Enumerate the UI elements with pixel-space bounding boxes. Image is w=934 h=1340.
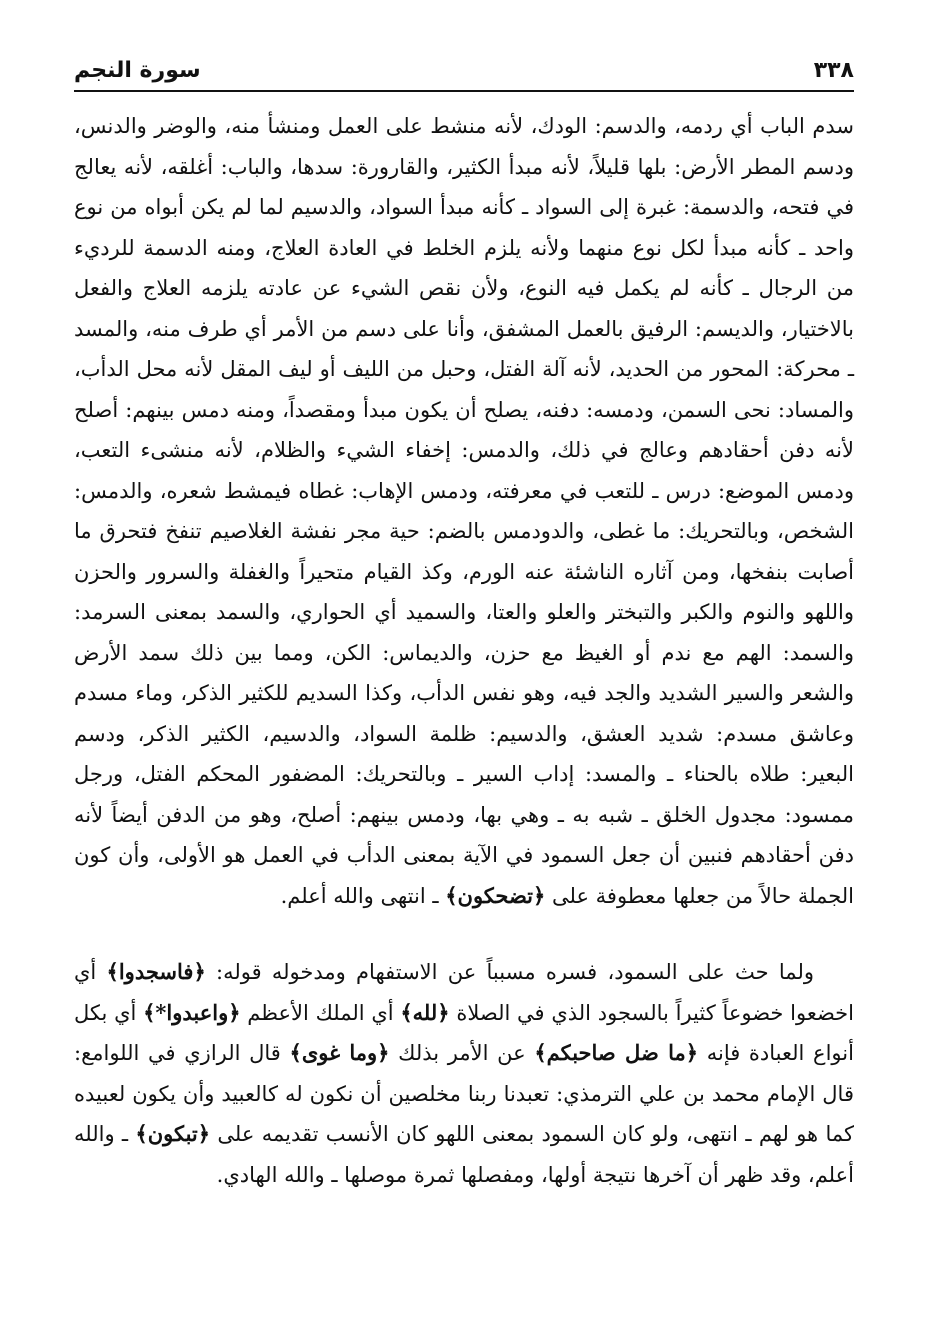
- paragraph-1: [74, 106, 854, 916]
- paragraph-2-part-a: ولما حث على السمود، فسره مسبباً عن الاستفهام ومدخوله قوله:: [216, 960, 814, 984]
- page-header: [74, 52, 854, 92]
- paragraph-2-part-d: أي بكل أنواع العبادة فإنه: [74, 1000, 854, 1065]
- paragraph-1-end: ـ انتهى والله أعلم.: [280, 883, 439, 908]
- paragraph-2: [74, 952, 854, 1195]
- paragraph-2-part-c: أي الملك الأعظم: [247, 1000, 394, 1025]
- quran-quote-wama-ghawa: ﴿وما غوى﴾: [289, 1040, 390, 1065]
- paragraph-2-part-e: عن الأمر بذلك: [398, 1041, 526, 1065]
- surah-title: سورة النجم: [74, 58, 201, 83]
- page-number: ٣٣٨: [813, 58, 854, 83]
- paragraph-2-part-g: ـ والله أعلم، وقد ظهر أن آخرها نتيجة أولها، ومفصلها ثمرة موصلها ـ والله الهادي.: [74, 1122, 854, 1187]
- paragraph-2-part-f: قال الرازي في اللوامع: قال الإمام محمد بن علي الترمذي: تعبدنا ربنا مخلصين أن نكون له كالعبيد وأن يكون لعبيده كما هو لهم ـ انتهى، ولو كان السمود بمعنى اللهو كان الأنسب تقديمه على: [74, 1041, 854, 1146]
- page-body: [74, 106, 854, 1195]
- quran-quote-tadhakun: ﴿تضحكون﴾: [445, 882, 546, 908]
- quran-quote-tabkun: ﴿تبكون﴾: [135, 1121, 211, 1146]
- quran-quote-fasjudu: ﴿فاسجدوا﴾: [106, 959, 206, 984]
- paragraph-1-text: سدم الباب أي ردمه، والدسم: الودك، لأنه منشط على العمل ومنشأ منه، والوضر والدنس، ودسم المطر الأرض: بلها قليلاً، لأنه مبدأ الكثير، والقارورة: سدها، والباب: أغلقه، لأنه يعالج في فتحه، والدسمة: غبرة إلى السواد ـ كأنه مبدأ السواد، والدسيم لما لم يكن أبواه من نوع واحد ـ كأنه مبدأ لكل نوع منهما ولأنه يلزم الخلط في العادة العلاج، ومنه الدسمة للرديء من الرجال ـ كأنه لم يكمل فيه النوع، ولأن نقص الشيء عن عادته يلزمه العلاج والفعل بالاختيار، والديسم: الرفيق بالعمل المشفق، وأنا على دسم من الأمر أي طرف منه، والمسد ـ محركة: المحور من الحديد، لأنه آلة الفتل، وحبل من الليف أو ليف المقل لأنه محل الدأب، والمساد: نحى السمن، ودمسه: دفنه، يصلح أن يكون مبدأ ومقصداً، ومنه دمس بينهم: أصلح لأنه دفن أحقادهم وعالج في ذلك، والدمس: إخفاء الشيء والظلام، لأنه منشىء التعب، ودمس الموضع: درس ـ للتعب في معرفته، ودمس الإهاب: غطاه فيمشط شعره، والدمس: الشخص، وبالتحريك: ما غطى، والدودمس بالضم: حية مجر نفشة الغلاصيم تنفخ فتحرق ما أصابت بنفخها، ومن آثاره الناشئة عنه الورم، وكذ القيام متحيراً والغفلة والسرور والحزن واللهو والنوم والكبر والتبختر والعلو والعتا، والسميد أي الحواري، والسمد بمعنى السرمد: والسمد: الهم مع ندم أو الغيظ مع حزن، والديماس: الكن، ومما بين ذلك سمد الأرض والشعر والسير الشديد والجد فيه، وهو نفس الدأب، وكذا السديم للكثير الذكر، وماء مسدم وعاشق مسدم: شديد العشق، والدسيم: ظلمة السواد، والدسيم، الكثير الذكر، ودسم البعير: طلاه بالحناء ـ والمسد: إداب السير ـ وبالتحريك: المضفور المحكم الفتل، ورجل ممسود: مجدول الخلق ـ شبه به ـ وهي بها، ودمس بينهم: أصلح، وهو من الدفن أيضاً لأنه دفن أحقادهم فنبين أن جعل السمود في الآية بمعنى الدأب في العمل هو الأولى، وأن كون الجملة حالاً من جعلها معطوفة على: [74, 114, 854, 908]
- quran-quote-lillah: ﴿لله﴾: [400, 999, 450, 1025]
- header-rule: [74, 90, 854, 92]
- paragraph-2-part-b: أي اخضعوا خضوعاً كثيراً بالسجود الذي في الصلاة: [74, 960, 854, 1025]
- quran-quote-ma-dalla: ﴿ما ضل صاحبكم﴾: [534, 1040, 699, 1065]
- quran-quote-wabudu: ﴿واعبدوا*﴾: [143, 999, 241, 1025]
